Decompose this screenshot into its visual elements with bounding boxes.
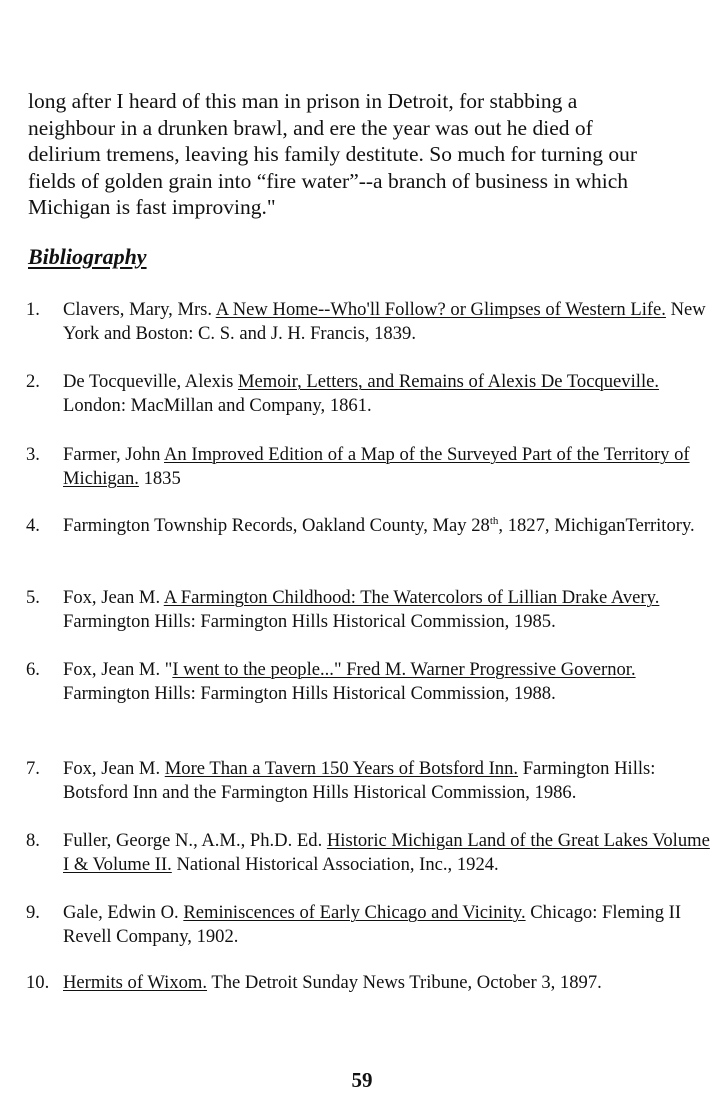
entry-author: Farmington Township Records, Oakland County, May 28 <box>63 515 490 536</box>
entry-number: 2. <box>26 371 40 392</box>
entry-publication: Farmington Hills: Farmington Hills Historical Commission, 1985. <box>63 610 556 632</box>
entry-publication: , 1827, MichiganTerritory. <box>498 515 695 536</box>
entry-author: Fox, Jean M. " <box>63 659 173 680</box>
entry-publication: Farmington Hills: Farmington Hills Historical Commission, 1988. <box>63 682 556 704</box>
intro-line: Michigan is fast improving." <box>28 195 276 219</box>
entry-text <box>63 757 713 804</box>
entry-author: Fuller, George N., A.M., Ph.D. Ed. <box>63 830 327 851</box>
intro-line: long after I heard of this man in prison in Detroit, for stabbing a <box>28 89 578 113</box>
entry-publication: New York and Boston: C. S. and J. H. Francis, 1839. <box>63 299 706 344</box>
entry-number: 5. <box>26 587 40 608</box>
entry-title: Historic Michigan Land of the Great Lakes Volume I & Volume II. <box>63 830 710 875</box>
entry-text <box>63 829 713 876</box>
entry-number: 7. <box>26 758 40 779</box>
entry-title: Memoir, Letters, and Remains of Alexis De Tocqueville. <box>237 371 660 392</box>
entry-text <box>63 971 713 995</box>
entry-title: Hermits of Wixom. <box>63 972 208 993</box>
entry-title: An Improved Edition of a Map of the Surveyed Part of the Territory of Michigan. <box>63 444 690 489</box>
entry-number: 8. <box>26 830 40 851</box>
entry-text <box>63 658 713 705</box>
entry-author: Gale, Edwin O. <box>63 902 184 923</box>
entry-author: De Tocqueville, Alexis <box>63 371 238 392</box>
entry-text <box>63 901 713 948</box>
entry-title: A Farmington Childhood: The Watercolors of Lillian Drake Avery. <box>163 587 660 608</box>
entry-publication: London: MacMillan and Company, 1861. <box>63 394 372 416</box>
page-number: 59 <box>351 1068 373 1092</box>
entry-title: More Than a Tavern 150 Years of Botsford Inn. <box>164 758 519 779</box>
entry-text <box>63 514 713 538</box>
entry-number: 3. <box>26 444 40 465</box>
bibliography-heading: Bibliography <box>28 244 147 269</box>
ordinal-suffix: th <box>489 514 499 527</box>
entry-number: 10. <box>26 972 50 993</box>
entry-text <box>63 370 713 417</box>
entry-text <box>63 298 713 345</box>
entry-publication: The Detroit Sunday News Tribune, October 3, 1897. <box>207 972 602 993</box>
entry-author: Fox, Jean M. <box>63 758 165 779</box>
entry-author: Fox, Jean M. <box>63 587 164 608</box>
entry-title: A New Home--Who'll Follow? or Glimpses of Western Life. <box>215 299 666 320</box>
entry-number: 4. <box>26 515 40 536</box>
entry-number: 6. <box>26 659 40 680</box>
intro-line: fields of golden grain into “fire water”--a branch of business in which <box>28 168 629 193</box>
entry-author: Farmer, John <box>63 444 164 465</box>
intro-line: delirium tremens, leaving his family destitute. So much for turning our <box>28 142 638 166</box>
entry-text <box>63 443 713 490</box>
intro-paragraph <box>28 88 698 221</box>
entry-title: Reminiscences of Early Chicago and Vicinity. <box>183 902 526 923</box>
entry-number: 1. <box>26 299 40 320</box>
intro-line: neighbour in a drunken brawl, and ere the year was out he died of <box>28 115 593 140</box>
entry-publication: Chicago: Fleming II Revell Company, 1902. <box>63 902 682 947</box>
entry-title: I went to the people..." Fred M. Warner Progressive Governor. <box>172 659 636 680</box>
entry-publication: 1835 <box>138 467 181 489</box>
entry-publication: National Historical Association, Inc., 1924. <box>171 853 499 875</box>
entry-number: 9. <box>26 902 40 923</box>
entry-text <box>63 586 713 633</box>
entry-author: Clavers, Mary, Mrs. <box>63 299 216 320</box>
entry-publication: Farmington Hills: Botsford Inn and the Farmington Hills Historical Commission, 1986. <box>63 758 656 803</box>
